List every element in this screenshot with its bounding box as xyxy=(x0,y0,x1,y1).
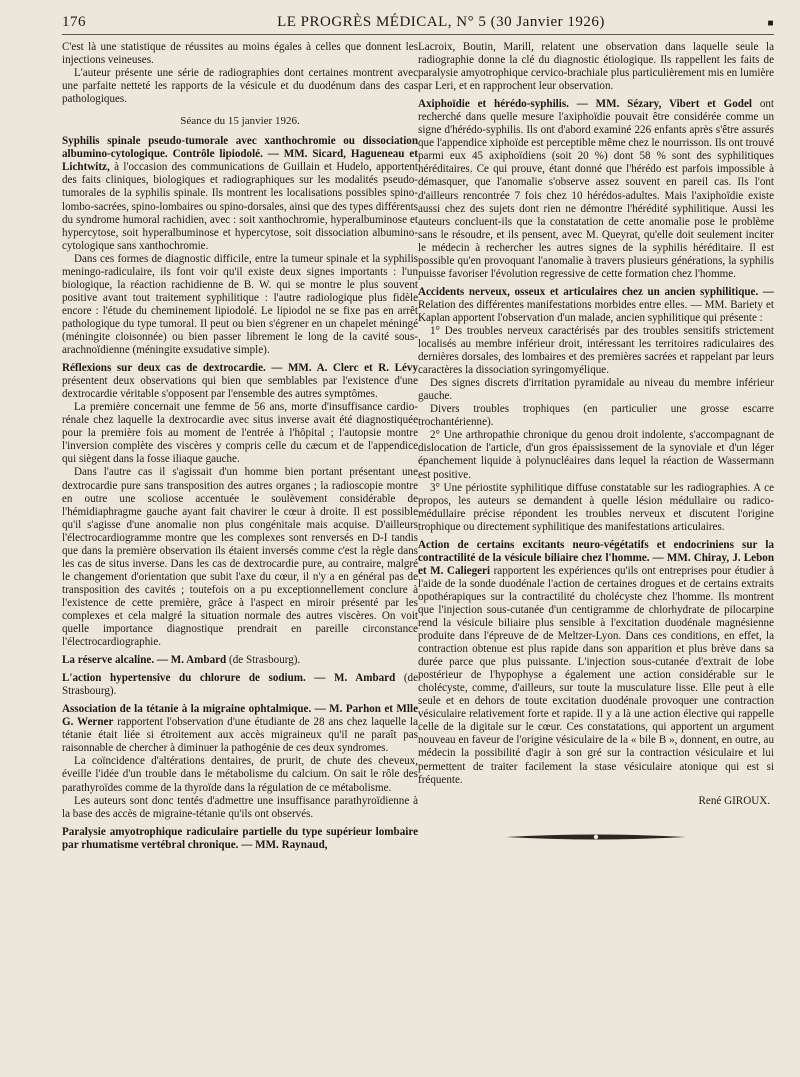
article-text: rapportent les expériences qu'ils ont entreprises pour étudier à l'aide de la sonde duodénale l'action de certaines drogues et de certains extraits opothérapiques sur la contractilité du cholécyste chez l'homme. Ils montrent que l'injection sous-cutanée d'un centigramme de chlorhydrate de pilocarpine rend la vésicule biliaire plus sensible à l'excitation duodénale magnésienne produite dans l'épreuve de de Meltzer-Lyon. Dans ces conditions, en effet, la contraction obtenue est plus rapide dans son apparition et plus brève dans sa durée parce que plus puissante. L'injection sous-cutanée d'extrait de lobe postérieur de l'hypophyse a également une action considérable sur le cholécyste, comme, d'ailleurs, sur toute la musculature lisse. Elle peut à elle seule et en dehors de toute excitation duodénale provoquer une contraction vésiculaire relativement forte et rapide. Il y a là une action élective qui rappelle celle de la digitale sur le cœur. Ces constatations, qui apportent un argument nouveau en faveur de l'origine vésiculaire de la « bile B », donnent, en outre, au médecin la possibilité d'agir à son gré sur la contraction vésiculaire et lui permettent de traiter facilement la stase vésiculaire atonique qui est si fréquente. xyxy=(418,564,774,786)
article xyxy=(62,826,418,852)
article-text: (de Strasbourg). xyxy=(229,654,301,667)
paragraph: 2° Une arthropathie chronique du genou droit indolente, s'accompagnant de dislocation de l'article, d'un gros épaississement de la synoviale et d'un léger épanchement liquide à polynucléaires dans lequel la réaction de Wassermann est positive. xyxy=(418,429,774,481)
paragraph: Divers troubles trophiques (en particulier une grosse escarre trochantérienne). xyxy=(418,403,774,429)
article-title: Réflexions sur deux cas de dextrocardie. — MM. A. Clerc et R. Lévy xyxy=(62,362,418,375)
paragraph: 1° Des troubles nerveux caractérisés par des troubles sensitifs strictement localisés au membre inférieur droit, intéressant les territoires radiculaires des dernières dorsales, des lombaires et des premières sacrées et rappelant par leurs caractères la dissociation syringomyélique. xyxy=(418,324,774,377)
article-title: Axiphoïdie et hérédo-syphilis. — MM. Sézary, Vibert et Godel xyxy=(418,98,752,111)
article xyxy=(62,703,418,755)
article xyxy=(62,362,418,401)
running-header xyxy=(62,14,774,35)
left-column xyxy=(62,41,418,852)
right-column xyxy=(418,41,774,852)
article xyxy=(418,286,774,325)
session-date: Séance du 15 janvier 1926. xyxy=(180,115,300,128)
paragraph: La première concernait une femme de 56 ans, morte d'insuffisance cardio-rénale chez laquelle la dextrocardie avec situs inverse avait été diagnostiquée pour la première fois au moment de l'entrée à l'hôpital ; l'autopsie montre l'inversion complète des viscères y compris celle du cæcum et de l'appendice qui siègent dans la fosse iliaque gauche. xyxy=(62,401,418,466)
article xyxy=(418,539,774,787)
author-signature: René GIROUX. xyxy=(698,794,770,807)
paragraph: 3° Une périostite syphilitique diffuse constatable sur les radiographies. A ce propos, les auteurs se demandent à quelle lésion médullaire ou radico-médullaire précise répondent les troubles nerveux et discutent l'origine trophique ou directement syphilitique des manifestations articulaires. xyxy=(418,481,774,533)
page-number: 176 xyxy=(62,14,86,30)
article-text: à l'occasion des communications de Guillain et Hudelo, apportent des faits cliniques, biologiques et radiographiques sur les modalités pseudo-tumorales de la syphilis spinale. Ils montrent les localisations possibles spino-lombo-sacrées, spino-lombaires ou spino-dorsales, ainsi que des types différents du syndrome humoral rachidien, avec : soit xanthochromie, hyperalbuminose et hypercytose, soit hyperalbuminose et hypercytose, soit dissociation albumino-cytologique sans xanthochromie. xyxy=(62,161,418,252)
article-title: Accidents nerveux, osseux et articulaires chez un ancien syphilitique. — xyxy=(418,285,774,298)
paragraph: Les auteurs sont donc tentés d'admettre une insuffisance parathyroïdienne à la base des accès de migraine-tétanie qu'ils ont observés. xyxy=(62,794,418,820)
article xyxy=(418,98,774,281)
two-column-body xyxy=(62,41,774,852)
journal-title: LE PROGRÈS MÉDICAL, N° 5 (30 Janvier 1926) xyxy=(277,14,605,30)
corner-mark: ■ xyxy=(767,18,774,29)
article-title: Association de la tétanie à la migraine ophtalmique. — M. Parhon et Mlle G. Werner xyxy=(62,703,418,729)
paragraph: Dans ces formes de diagnostic difficile, entre la tumeur spinale et la syphilis meningo-radiculaire, ils font voir qu'il existe deux signes importants : l'un biologique, la réaction rachidienne de B. W. qui se montre le plus souvent positive avant tout traitement syphilitique : l'autre radiologique plus fidèle encore : l'étude du cheminement lipiodolé. Le lipiodol ne se fixe pas en arrêt pathologique du type tumoral. Il peut ou bien s'égrener en un chapelet méningé (méningite cloisonnée) ou bien passer librement le long de la cavité sous-arachnoïdienne (méningite exsudative simple). xyxy=(62,252,418,357)
paragraph: Dans l'autre cas il s'agissait d'un homme bien portant présentant une dextrocardie pure sans transposition des autres organes ; la radioscopie montre en outre une scoliose accentuée le soulèvement considérable de l'hémidiaphragme gauche ayant fait chavirer le cœur à droite. Il est possible qu'il s'agisse d'une anomalie non plus congénitale mais acquise. D'ailleurs l'électrocardiogramme montre que les complexes sont renversés en D-I tandis que dans la première observation ils étaient inversés comme c'est la règle dans les cas de situs inverse. Dans les cas de dextrocardie pure, au contraire, malgré le changement d'orientation que subit l'axe du cœur, il n'y a en général pas de transposition des cavités ; toutefois on a pu exceptionnellement conclure à l'existence de cette première, grâce à l'aspect en miroir présenté par les complexes et cela malgré la situation normale des autres viscères. On voit quelle importance diagnostique prendrait en pareille circonstance l'électrocardiographie. xyxy=(62,466,418,649)
end-ornament xyxy=(418,830,774,844)
article xyxy=(62,654,418,667)
article-title: Action de certains excitants neuro-végétatifs et endocriniens sur la contractilité de la vésicule biliaire chez l'homme. — MM. Chiray, J. Lebon et M. Caliegeri xyxy=(418,538,774,577)
article-title: Paralysie amyotrophique radiculaire partielle du type supérieur lombaire par rhumatisme vertébral chronique. — MM. Raynaud, xyxy=(62,825,418,851)
article xyxy=(62,672,418,698)
paragraph: Lacroix, Boutin, Marill, relatent une observation dans laquelle seule la radiographie donne la clé du diagnostic étiologique. Ils rappellent les faits de paralysie amyotrophique cervico-brachiale plus particulièrement mis en lumière par Leri, et en rapprochent leur observation. xyxy=(418,41,774,93)
article xyxy=(62,135,418,252)
article-text: rapportent l'observation d'une étudiante de 28 ans chez laquelle la tétanie était liée si étroitement aux accès migraineux qu'il ne paraît pas raisonnable de chercher à diminuer la pathogénie de ces deux syndromes. xyxy=(62,716,418,755)
paragraph: C'est là une statistique de réussites au moins égales à celles que donnent les injections veineuses. xyxy=(62,41,418,67)
article-text: Relation des différentes manifestations morbides entre elles. — MM. Bariety et Kaplan apportent l'observation d'un malade, ancien syphilitique qui présente : xyxy=(418,298,774,324)
paragraph: L'auteur présente une série de radiographies dont certaines montrent avec une parfaite netteté les rapports de la vésicule et du duodénum dans des cas pathologiques. xyxy=(62,67,418,106)
article-text: ont recherché dans quelle mesure l'axiphoïdie pouvait être considérée comme un signe d'hérédo-syphilis. Ils ont d'abord examiné 226 enfants après s'être assurés que l'appendice xiphoïde est perceptible même chez le nourrisson. Ils ont trouvé parmi eux 45 axiphoïdiens (soit 20 %) dont 58 % sont des syphilitiques héréditaires. Ce qui prouve, étant donné que l'hérédo est parfois impossible à démasquer, que l'anomalie s'observe assez souvent en pareil cas. Ils l'ont d'ailleurs rencontrée 7 fois chez 10 hérédos-adultes. Mais l'axiphoïdie existe aussi chez des sujets dont rien ne démontre l'hérédité syphilitique. Aussi les auteurs concluent-ils que la constatation de cette anomalie pose le problème sans le résoudre, et ils pensent, avec M. Queyrat, qu'elle doit seulement inciter le médecin à rechercher les autres signes de la syphilis héréditaire. Il est possible qu'en provoquant l'anomalie à travers plusieurs générations, la syphilis puisse favoriser l'évolution regressive de cette formation chez l'homme. xyxy=(418,98,775,280)
article-title: Syphilis spinale pseudo-tumorale avec xanthochromie ou dissociation albumino-cytologique. Contrôle lipiodolé. — MM. Sicard, Hagueneau et Lichtwitz, xyxy=(62,135,418,174)
paragraph: La coïncidence d'altérations dentaires, de prurit, de chute des cheveux, éveille l'idée d'un trouble dans le métabolisme du calcium. On sait le rôle des parathyroïdes comme de la thyroïde dans la régulation de ce métabolisme. xyxy=(62,755,418,794)
article-title: La réserve alcaline. — M. Ambard xyxy=(62,654,227,667)
article-text: présentent deux observations qui bien que semblables par l'existence d'une dextrocardie véritable s'opposent par l'ensemble des autres symptômes. xyxy=(62,375,418,401)
article-title: L'action hypertensive du chlorure de sodium. — M. Ambard xyxy=(62,672,396,685)
ornament-rule-icon xyxy=(496,830,696,844)
article-text: (de Strasbourg). xyxy=(62,672,418,698)
paragraph: Des signes discrets d'irritation pyramidale au niveau du membre inférieur gauche. xyxy=(418,377,774,403)
